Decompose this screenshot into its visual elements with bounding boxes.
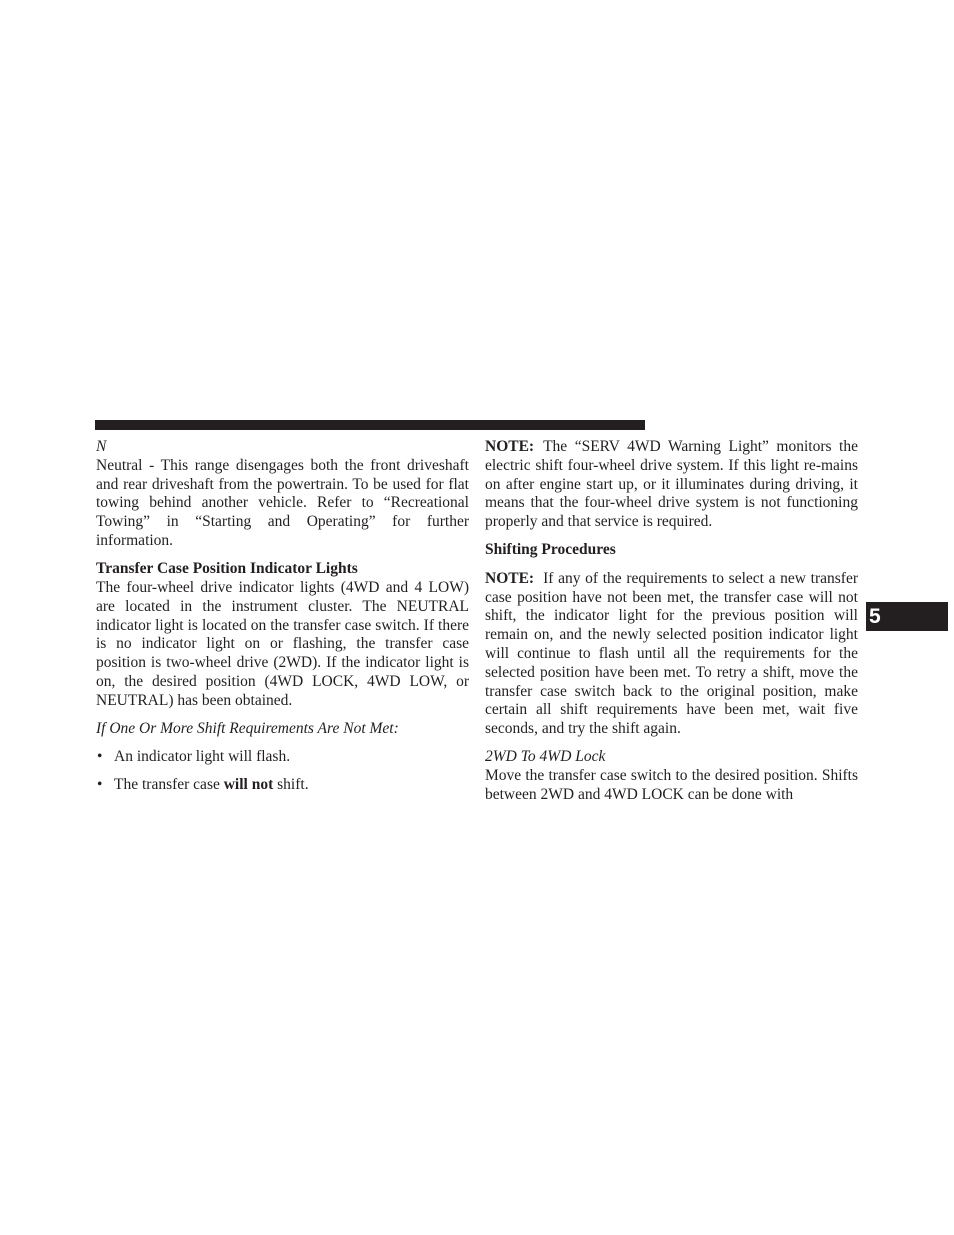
- note-text: The “SERV 4WD Warning Light” monitors the electric shift four-wheel drive system. If this light re-mains on after engine start up, or it illuminates during driving, it means that the four-wheel drive system is not functioning properly and that service is required.: [485, 438, 858, 531]
- bullet-icon: •: [97, 775, 103, 793]
- list-item-text: An indicator light will flash.: [114, 747, 291, 765]
- note-label: NOTE:: [485, 569, 535, 587]
- indicator-lights-heading: Transfer Case Position Indicator Lights: [96, 560, 358, 578]
- serv-4wd-note: [485, 438, 858, 532]
- shifting-procedures-heading: Shifting Procedures: [485, 541, 616, 559]
- list-item-text-emphasis: will not: [223, 775, 274, 793]
- requirements-heading: If One Or More Shift Requirements Are Not Met:: [96, 720, 399, 738]
- right-column: [485, 438, 858, 805]
- note-text: If any of the requirements to select a new transfer case position have not been met, the transfer case will not shift, the indicator light for the previous position will remain on, and the newly selected position indicator light will continue to flash until all the requirements for the selected position have been met. To retry a shift, move the transfer case switch back to the original position, make certain all shift requirements have been met, wait five seconds, and try the shift again.: [485, 569, 858, 738]
- 2wd-to-4wd-lock-heading: 2WD To 4WD Lock: [485, 748, 606, 766]
- requirements-list: [96, 748, 469, 795]
- indicator-lights-paragraph: The four-wheel drive indicator lights (4WD and 4 LOW) are located in the instrument cluster. The NEUTRAL indicator light is located on the transfer case switch. If there is no indicator light on or flashing, the transfer case position is two-wheel drive (2WD). If the indicator light is on, the desired position (4WD LOCK, 4WD LOW, or NEUTRAL) has been obtained.: [96, 579, 469, 709]
- neutral-paragraph: Neutral - This range disengages both the front driveshaft and rear driveshaft from the powertrain. To be used for flat towing behind another vehicle. Refer to “Recreational Towing” in “Starting and Operating” for further information.: [96, 456, 469, 549]
- left-column: [96, 438, 469, 804]
- section-top-rule: [95, 420, 645, 430]
- note-label: NOTE:: [485, 438, 535, 455]
- n-heading: N: [96, 438, 107, 455]
- 2wd-to-4wd-lock-paragraph: Move the transfer case switch to the desired position. Shifts between 2WD and 4WD LOCK can be done with: [485, 767, 858, 804]
- bullet-icon: •: [97, 747, 103, 765]
- list-item-text-after: shift.: [273, 775, 309, 793]
- list-item-text-before: The transfer case: [114, 775, 224, 793]
- list-item: [96, 748, 469, 767]
- section-number-tab: 5: [866, 602, 948, 631]
- shift-requirements-note: [485, 570, 858, 739]
- list-item: [96, 776, 469, 795]
